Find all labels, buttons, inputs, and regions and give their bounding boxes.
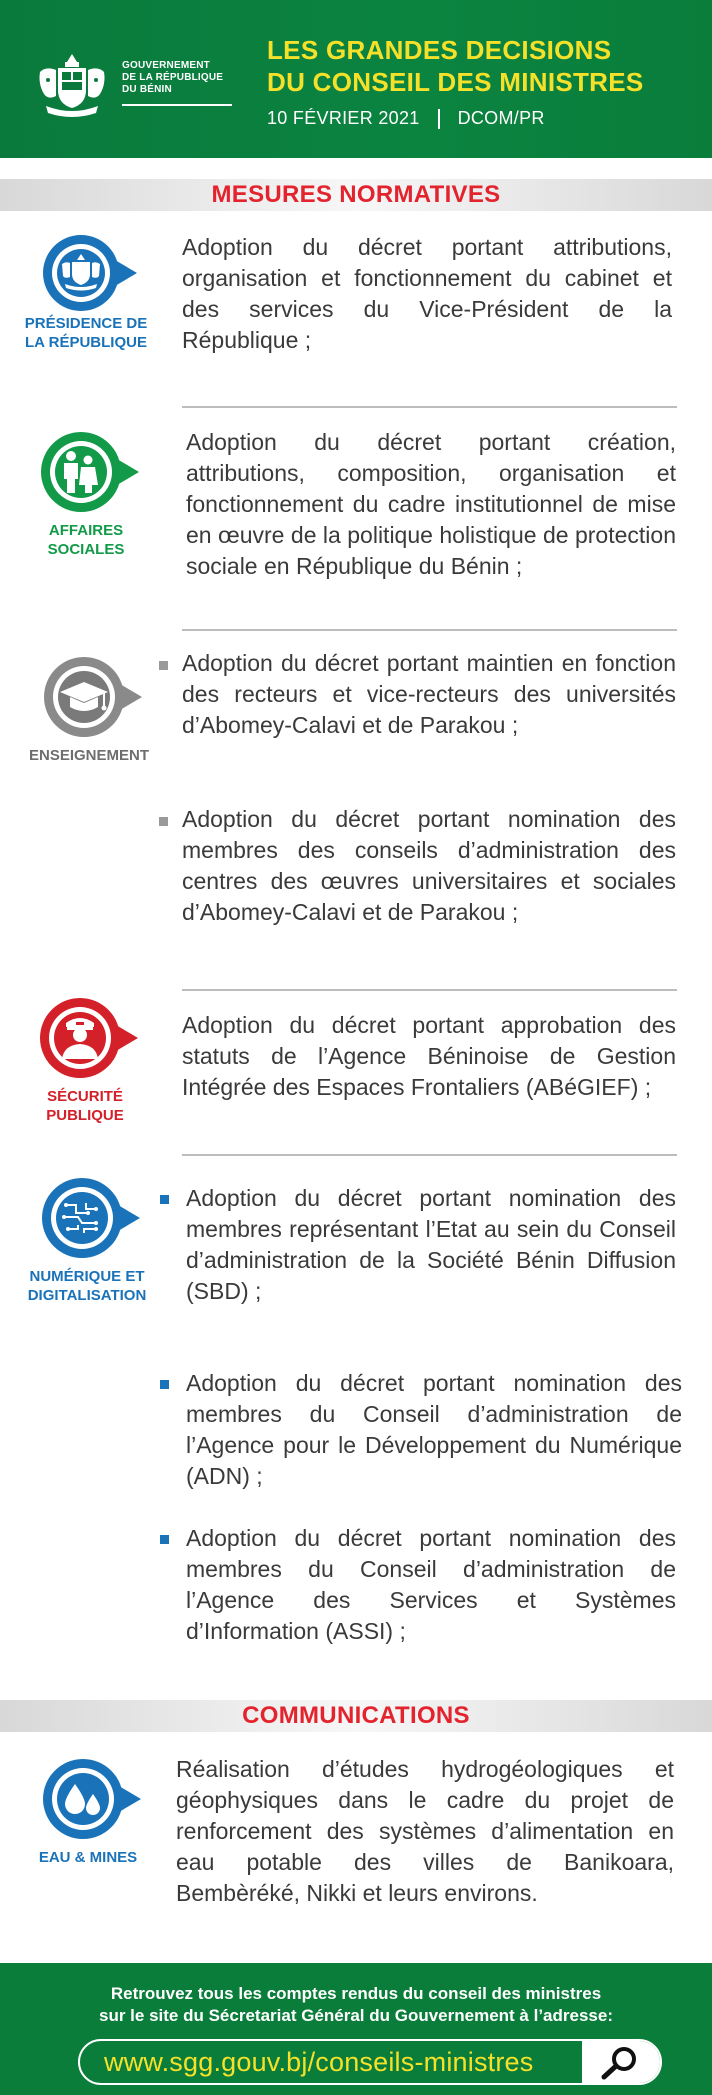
section-title-communications: COMMUNICATIONS (0, 1700, 712, 1732)
decision-text: Adoption du décret portant approbation des statuts de l’Agence Béninoise de Gestion Intégrée des Espaces Frontaliers (ABéGIEF) ; (182, 1012, 676, 1100)
category-securite-publique: SÉCURITÉ PUBLIQUE (20, 993, 150, 1125)
category-numerique: NUMÉRIQUE ET DIGITALISATION (12, 1173, 162, 1305)
category-presidence: PRÉSIDENCE DE LA RÉPUBLIQUE (14, 232, 158, 352)
decision-text: Adoption du décret portant maintien en fonction des recteurs et vice-recteurs des universités d’Abomey-Calavi et de Parakou ; (182, 650, 676, 738)
source-label: DCOM/PR (457, 108, 545, 128)
graduation-cap-icon (30, 652, 148, 746)
section-title-normatives: MESURES NORMATIVES (0, 179, 712, 211)
category-enseignement: ENSEIGNEMENT (14, 652, 164, 765)
footer (0, 1963, 712, 2095)
divider (182, 629, 677, 631)
coat-of-arms-icon (27, 232, 145, 314)
decision-text: Adoption du décret portant nomination des membres du Conseil d’administration de l’Agence des Services et Systèmes d’Information (ASSI) ; (186, 1525, 676, 1644)
decision-text: Réalisation d’études hydrogéologiques et géophysiques dans le cadre du projet de renforcement des systèmes d’alimentation en eau potable des villes de Banikoara, Bembèréké, Nikki et leurs environs. (176, 1756, 674, 1906)
decision-text: Adoption du décret portant nomination des membres du Conseil d’administration de l’Agence pour le Développement du Numérique (ADN) ; (186, 1370, 682, 1489)
website-link[interactable] (78, 2039, 662, 2085)
decision-text: Adoption du décret portant attributions, organisation et fonctionnement du cabinet et des services du Vice-Président de la République ; (182, 234, 672, 353)
divider (182, 406, 677, 408)
header-meta (267, 108, 545, 129)
website-url[interactable]: www.sgg.gouv.bj/conseils-ministres (104, 2047, 534, 2077)
decision-text: Adoption du décret portant nomination des membres des conseils d’administration des centres des œuvres universitaires et sociales d’Abomey-Calavi et de Parakou ; (182, 806, 676, 925)
decision-text: Adoption du décret portant nomination des membres représentant l’Etat au sein du Conseil d’administration de la Société Bénin Diffusion (SBD) ; (186, 1185, 676, 1304)
category-affaires-sociales: AFFAIRES SOCIALES (22, 427, 150, 559)
bullet-square (160, 1535, 169, 1544)
bullet-square (159, 661, 168, 670)
search-icon (582, 2041, 660, 2083)
circuit-icon (28, 1173, 146, 1267)
page-title: LES GRANDES DECISIONS DU CONSEIL DES MINISTRES (267, 35, 644, 97)
government-label: GOUVERNEMENT DE LA RÉPUBLIQUE DU BÉNIN (122, 60, 224, 95)
date-label: 10 FÉVRIER 2021 (267, 108, 420, 128)
search-button[interactable] (582, 2041, 660, 2083)
meta-separator (438, 109, 440, 129)
government-underline (122, 104, 232, 106)
divider (182, 1154, 677, 1156)
category-eau-mines: EAU & MINES (18, 1754, 158, 1867)
police-officer-icon (26, 993, 144, 1087)
coat-of-arms-icon (32, 50, 112, 120)
bullet-square (159, 817, 168, 826)
decision-text: Adoption du décret portant création, attributions, composition, organisation et fonctionnement du cadre institutionnel de mise en œuvre de la politique holistique de protection sociale en République du Bénin ; (186, 429, 676, 579)
family-icon (27, 427, 145, 521)
bullet-square (160, 1380, 169, 1389)
footer-text: Retrouvez tous les comptes rendus du conseil des ministres sur le site du Sécretariat Général du Gouvernement à l’adresse: (99, 1984, 613, 2025)
header-banner (0, 0, 712, 158)
divider (182, 989, 677, 991)
bullet-square (160, 1195, 169, 1204)
water-drops-icon (29, 1754, 147, 1848)
